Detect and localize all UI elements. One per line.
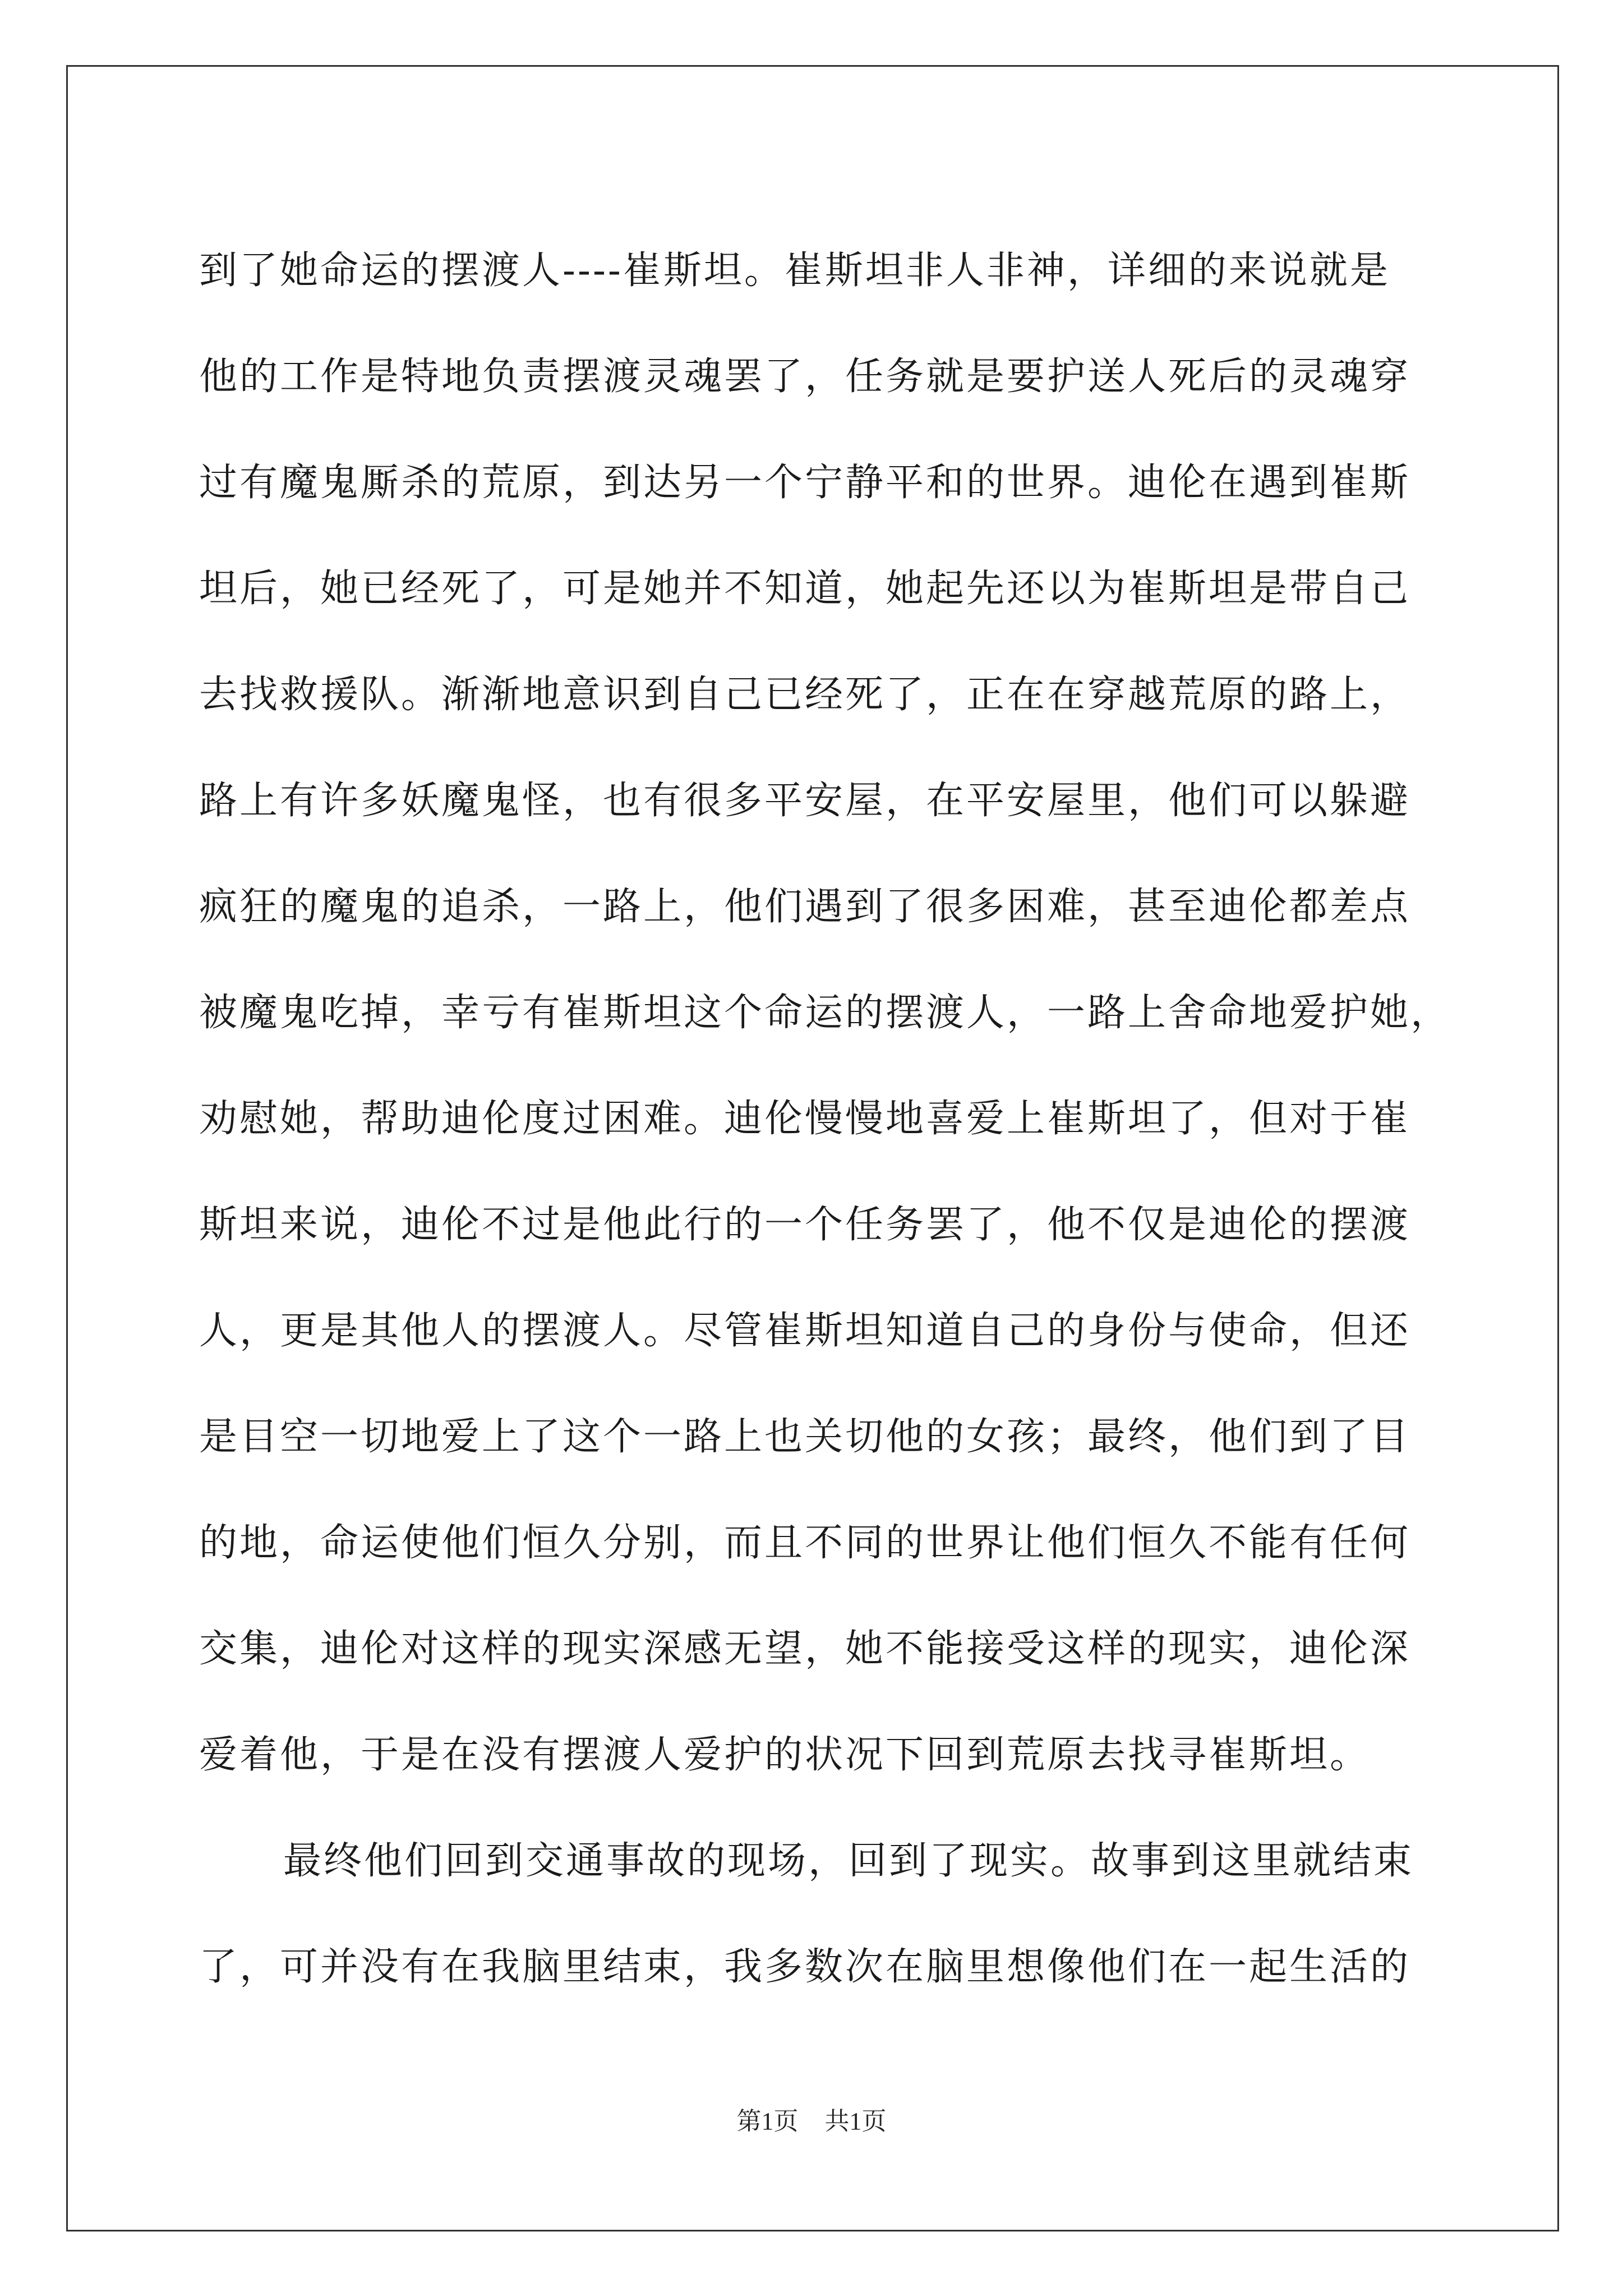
text-line: 劝慰她，帮助迪伦度过困难。迪伦慢慢地喜爱上崔斯坦了，但对于崔 <box>199 1097 1411 1141</box>
text-line: 到了她命运的摆渡人----崔斯坦。崔斯坦非人非神，详细的来说就是 <box>199 249 1390 293</box>
text-line: 爱着他，于是在没有摆渡人爱护的状况下回到荒原去找寻崔斯坦。 <box>199 1733 1371 1777</box>
text-line: 被魔鬼吃掉，幸亏有崔斯坦这个命运的摆渡人，一路上舍命地爱护她， <box>199 991 1451 1035</box>
text-line-paragraph-start: 最终他们回到交通事故的现场，回到了现实。故事到这里就结束 <box>283 1839 1414 1883</box>
document-body <box>199 218 1455 2020</box>
text-line: 是目空一切地爱上了这个一路上也关切他的女孩；最终，他们到了目 <box>199 1415 1411 1459</box>
text-line: 的地，命运使他们恒久分别，而且不同的世界让他们恒久不能有任何 <box>199 1521 1411 1565</box>
text-line: 他的工作是特地负责摆渡灵魂罢了，任务就是要护送人死后的灵魂穿 <box>199 355 1411 399</box>
text-line: 路上有许多妖魔鬼怪，也有很多平安屋，在平安屋里，他们可以躲避 <box>199 779 1411 823</box>
text-line: 了，可并没有在我脑里结束，我多数次在脑里想像他们在一起生活的 <box>199 1945 1411 1989</box>
text-line: 去找救援队。渐渐地意识到自己已经死了，正在在穿越荒原的路上， <box>199 673 1411 717</box>
total-pages: 共1页 <box>824 2108 887 2135</box>
text-line: 疯狂的魔鬼的追杀，一路上，他们遇到了很多困难，甚至迪伦都差点 <box>199 885 1411 929</box>
text-line: 交集，迪伦对这样的现实深感无望，她不能接受这样的现实，迪伦深 <box>199 1627 1411 1671</box>
text-line: 坦后，她已经死了，可是她并不知道，她起先还以为崔斯坦是带自己 <box>199 567 1411 611</box>
page-footer <box>0 2101 1623 2137</box>
text-line: 过有魔鬼厮杀的荒原，到达另一个宁静平和的世界。迪伦在遇到崔斯 <box>199 461 1411 505</box>
current-page-number: 第1页 <box>736 2108 799 2135</box>
text-line: 人，更是其他人的摆渡人。尽管崔斯坦知道自己的身份与使命，但还 <box>199 1309 1411 1353</box>
text-line: 斯坦来说，迪伦不过是他此行的一个任务罢了，他不仅是迪伦的摆渡 <box>199 1203 1411 1247</box>
